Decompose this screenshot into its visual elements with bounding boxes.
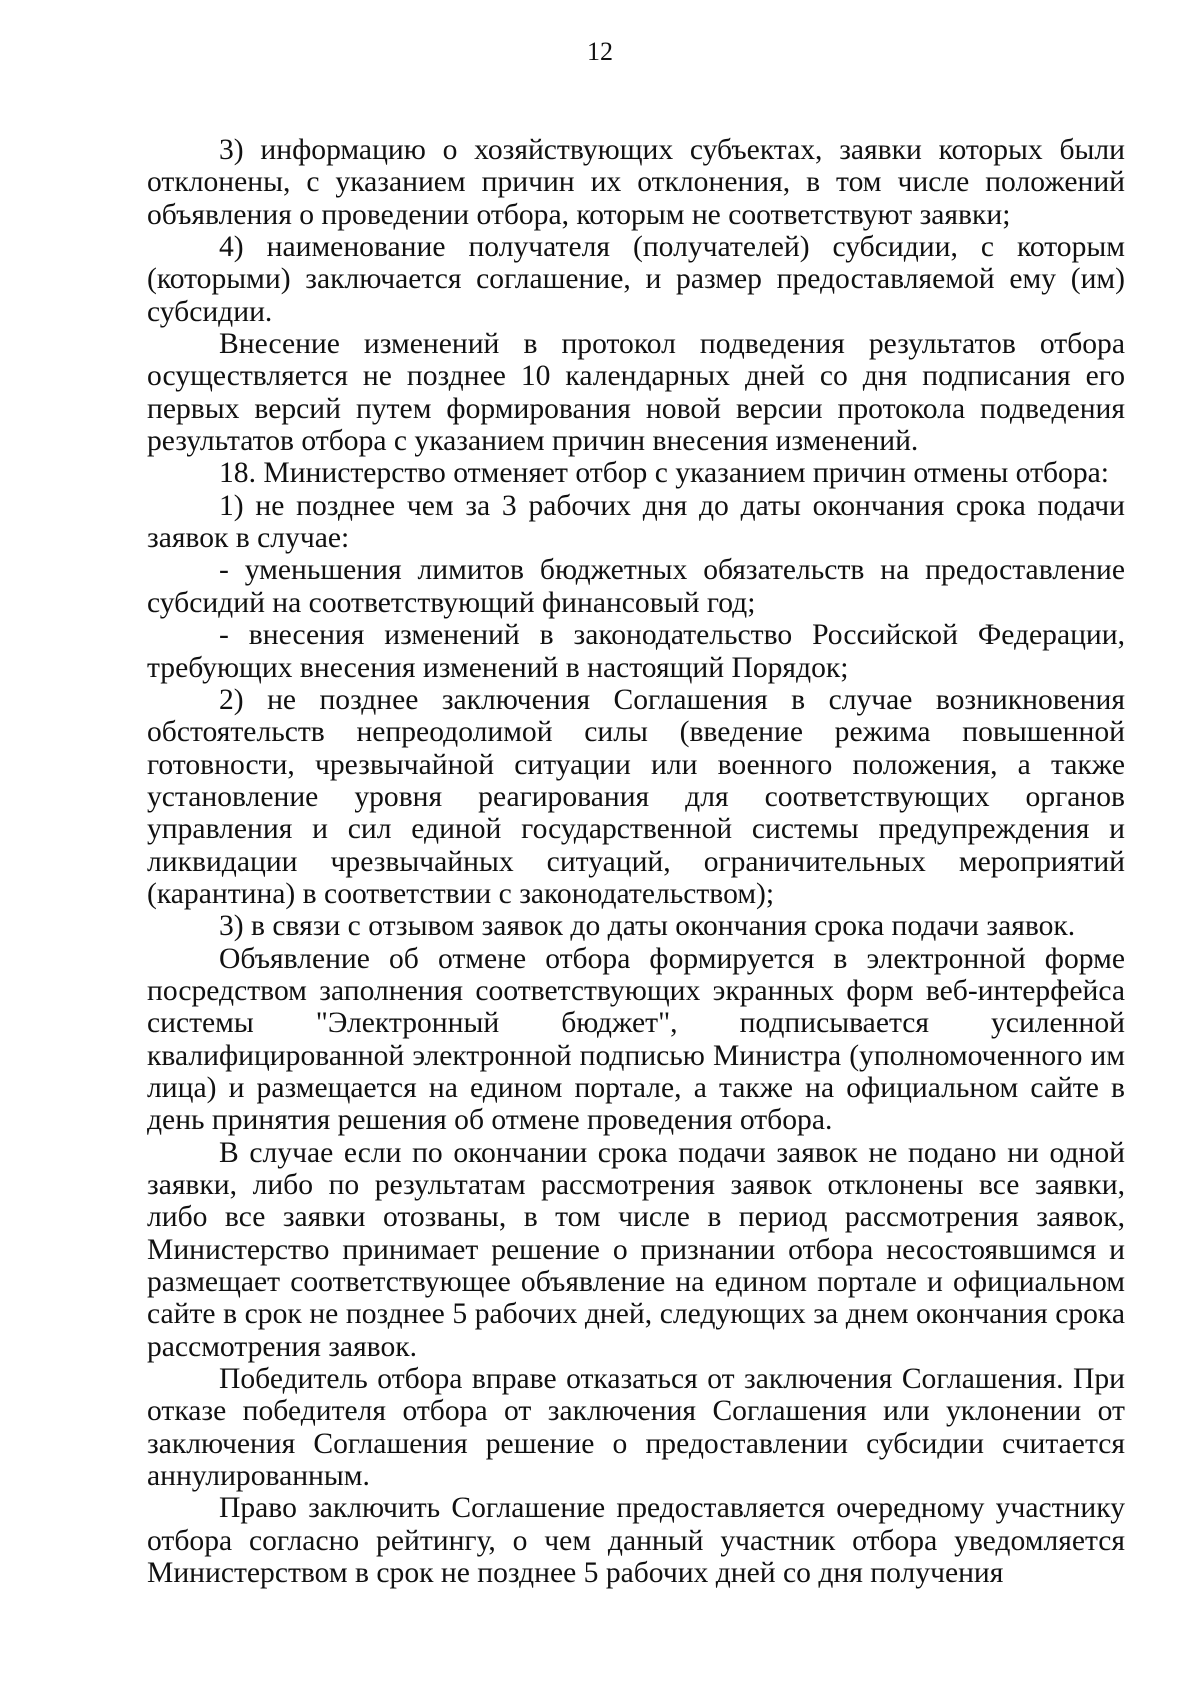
paragraph-cancel-case-2: 2) не позднее заключения Соглашения в случае возникновения обстоятельств непреодолимой силы (введение режима повышенной готовности, чрезвычайной ситуации или военного положения, а также установление уровня реагирования для соответствующих органов управления и сил единой государственной системы предупреждения и ликвидации чрезвычайных ситуаций, ограничительных мероприятий (карантина) в соответствии с законодательством);	[147, 683, 1125, 910]
paragraph-item-3-info-rejected: 3) информацию о хозяйствующих субъектах, заявки которых были отклонены, с указанием причин их отклонения, в том числе положений объявления о проведении отбора, которым не соответствуют заявки;	[147, 134, 1125, 231]
paragraph-cancel-case-1: 1) не позднее чем за 3 рабочих дня до даты окончания срока подачи заявок в случае:	[147, 489, 1125, 555]
paragraph-bullet-legislation: - внесения изменений в законодательство Российской Федерации, требующих внесения изменений в настоящий Порядок;	[147, 619, 1125, 684]
paragraph-bullet-limits: - уменьшения лимитов бюджетных обязательств на предоставление субсидий на соответствующий финансовый год;	[147, 554, 1125, 619]
page-number: 12	[587, 37, 613, 66]
paragraph-cancel-announcement: Объявление об отмене отбора формируется в электронной форме посредством заполнения соответствующих экранных форм веб-интерфейса системы "Электронный бюджет", подписывается усиленной квалифицированной электронной подписью Министра (уполномоченного им лица) и размещается на едином портале, а также на официальном сайте в день принятия решения об отмене проведения отбора.	[147, 942, 1125, 1137]
paragraph-section-18: 18. Министерство отменяет отбор с указанием причин отмены отбора:	[219, 457, 1110, 490]
paragraph-winner-refusal: Победитель отбора вправе отказаться от заключения Соглашения. При отказе победителя отбора от заключения Соглашения или уклонении от заключения Соглашения решение о предоставлении субсидии считается аннулированным.	[147, 1363, 1125, 1493]
paragraph-item-4-recipient-name: 4) наименование получателя (получателей) субсидии, с которым (которыми) заключается соглашение, и размер предоставляемой ему (им) субсидии.	[147, 231, 1125, 328]
paragraph-protocol-changes: Внесение изменений в протокол подведения результатов отбора осуществляется не позднее 10 календарных дней со дня подписания его первых версий путем формирования новой версии протокола подведения результатов отбора с указанием причин внесения изменений.	[147, 328, 1125, 458]
paragraph-cancel-case-3: 3) в связи с отзывом заявок до даты окончания срока подачи заявок.	[219, 910, 1076, 943]
paragraph-next-participant: Право заключить Соглашение предоставляется очередному участнику отбора согласно рейтингу, о чем данный участник отбора уведомляется Министерством в срок не позднее 5 рабочих дней со дня получения	[147, 1492, 1125, 1590]
document-body	[147, 134, 1125, 1589]
paragraph-failed-selection: В случае если по окончании срока подачи заявок не подано ни одной заявки, либо по результатам рассмотрения заявок отклонены все заявки, либо все заявки отозваны, в том числе в период рассмотрения заявок, Министерство принимает решение о признании отбора несостоявшимся и размещает соответствующее объявление на едином портале и официальном сайте в срок не позднее 5 рабочих дней, следующих за днем окончания срока рассмотрения заявок.	[147, 1136, 1125, 1363]
